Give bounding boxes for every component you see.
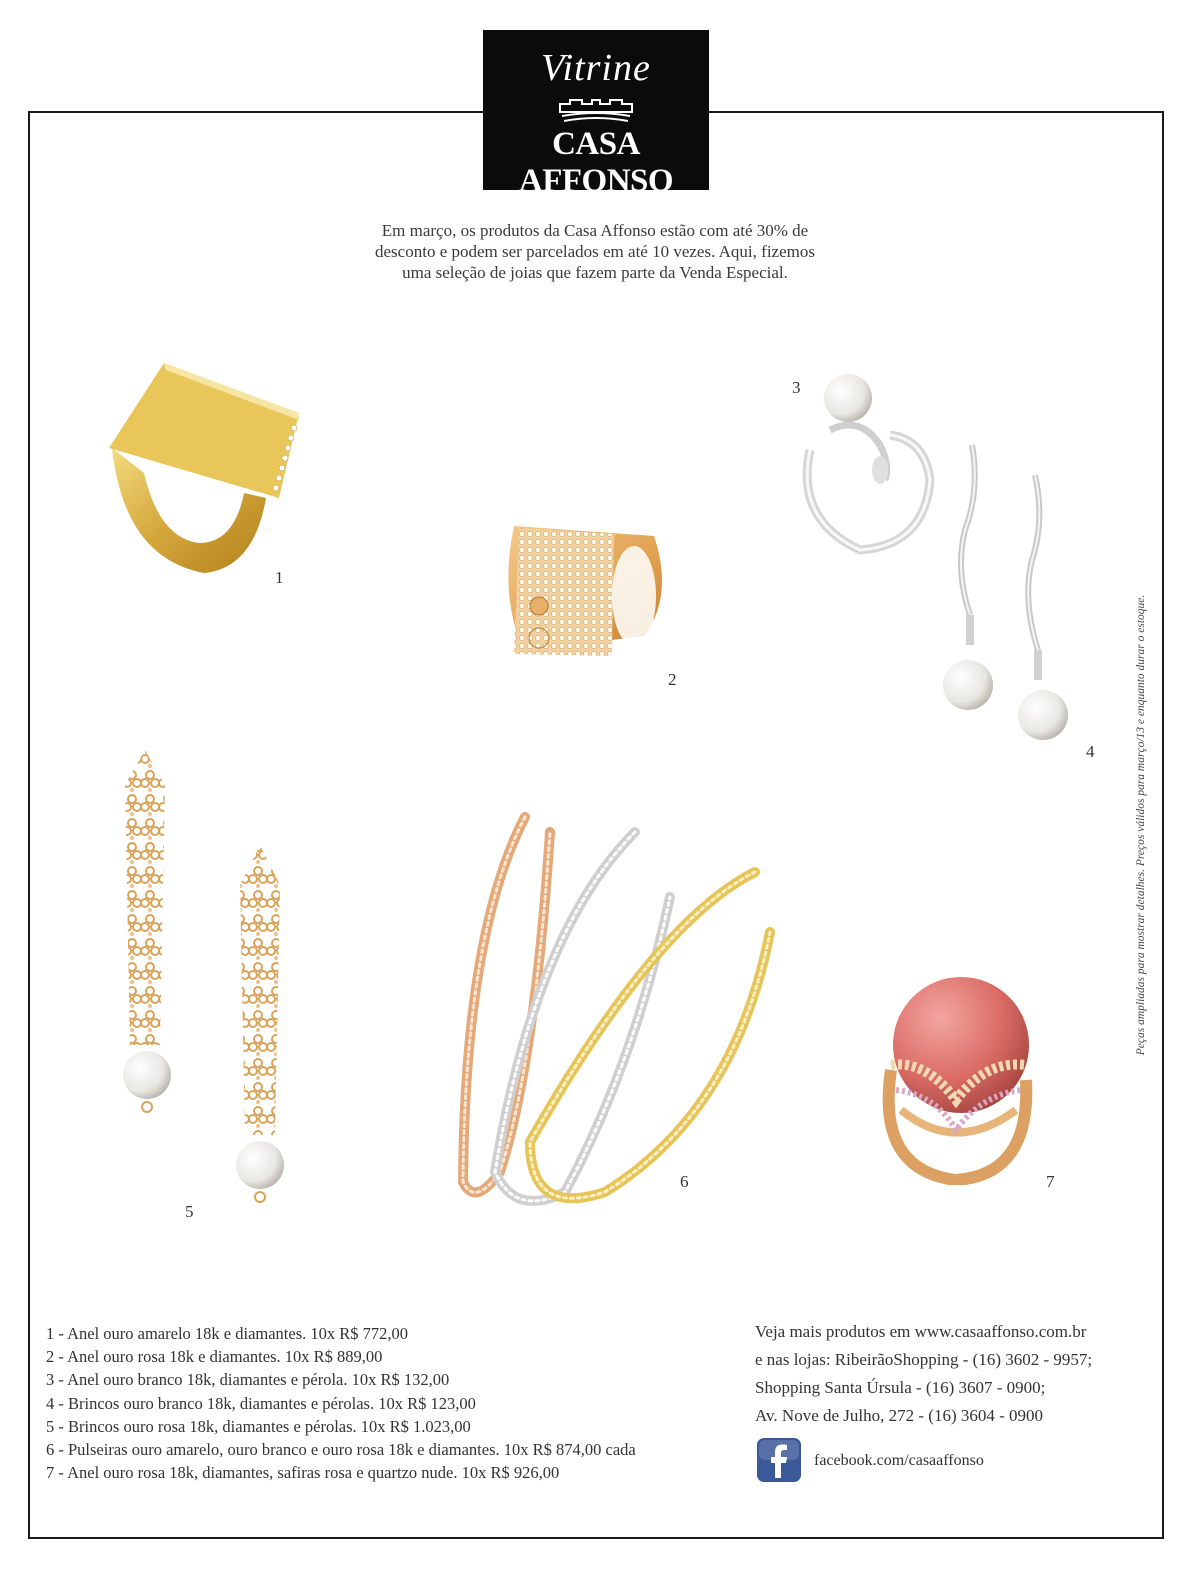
quartz-cocktail-ring-icon: [876, 970, 1036, 1185]
rose-gold-pearl-earrings-icon: [105, 745, 305, 1220]
product-number: 1: [275, 568, 284, 587]
store-website[interactable]: Veja mais produtos em www.casaaffonso.com.br: [755, 1322, 1087, 1341]
store-info: [755, 1318, 1155, 1430]
product-number: 3: [792, 378, 801, 397]
white-gold-pearl-earrings-icon: [940, 440, 1075, 745]
legend-item: 1 - Anel ouro amarelo 18k e diamantes. 10x R$ 772,00: [46, 1324, 409, 1343]
logo-title: Vitrine: [541, 47, 651, 89]
legend-item: 6 - Pulseiras ouro amarelo, ouro branco e ouro rosa 18k e diamantes. 10x R$ 874,00 cada: [46, 1440, 636, 1460]
gold-signet-ring-icon: [104, 358, 304, 578]
legend-item: 7 - Anel ouro rosa 18k, diamantes, safiras rosa e quartzo nude. 10x R$ 926,00: [46, 1463, 560, 1483]
store-location: Av. Nove de Julho, 272 - (16) 3604 - 0900: [755, 1406, 1044, 1425]
product-legend: [46, 1322, 746, 1484]
legend-item: 4 - Brincos ouro branco 18k, diamantes e pérolas. 10x R$ 123,00: [46, 1393, 476, 1413]
rose-gold-pave-ring-icon: [494, 506, 674, 666]
white-gold-pearl-ring-icon: [800, 370, 940, 555]
legend-item: 2 - Anel ouro rosa 18k e diamantes. 10x R$ 889,00: [46, 1347, 383, 1367]
product-number: 6: [680, 1172, 689, 1191]
logo-brand: CASA AFFONSO: [518, 126, 674, 199]
intro-text: Em março, os produtos da Casa Affonso estão com até 30% de desconto e podem ser parcelados em até 10 vezes. Aqui, fizemos uma seleção de joias que fazem parte da Venda Especial.: [375, 221, 815, 282]
store-location: e nas lojas: RibeirãoShopping - (16) 3602 - 9957;: [755, 1350, 1093, 1369]
legend-item: 5 - Brincos ouro rosa 18k, diamantes e pérolas. 10x R$ 1.023,00: [46, 1416, 471, 1436]
store-location: Shopping Santa Úrsula - (16) 3607 - 0900;: [755, 1378, 1046, 1397]
brand-logo: [483, 30, 709, 199]
three-bangles-icon: [455, 812, 785, 1222]
product-number: 2: [668, 670, 677, 689]
product-number: 5: [185, 1202, 194, 1221]
facebook-link[interactable]: facebook.com/casaaffonso: [814, 1452, 984, 1469]
crown-icon: [554, 96, 638, 124]
facebook-icon[interactable]: [757, 1438, 801, 1482]
legend-item: 3 - Anel ouro branco 18k, diamantes e pérola. 10x R$ 132,00: [46, 1370, 450, 1390]
product-number: 4: [1086, 742, 1095, 761]
price-note-text: Peças ampliadas para mostrar detalhes. Preços válidos para março/13 e enquanto durar o estoque.: [1135, 594, 1147, 1056]
product-number: 7: [1046, 1172, 1055, 1191]
